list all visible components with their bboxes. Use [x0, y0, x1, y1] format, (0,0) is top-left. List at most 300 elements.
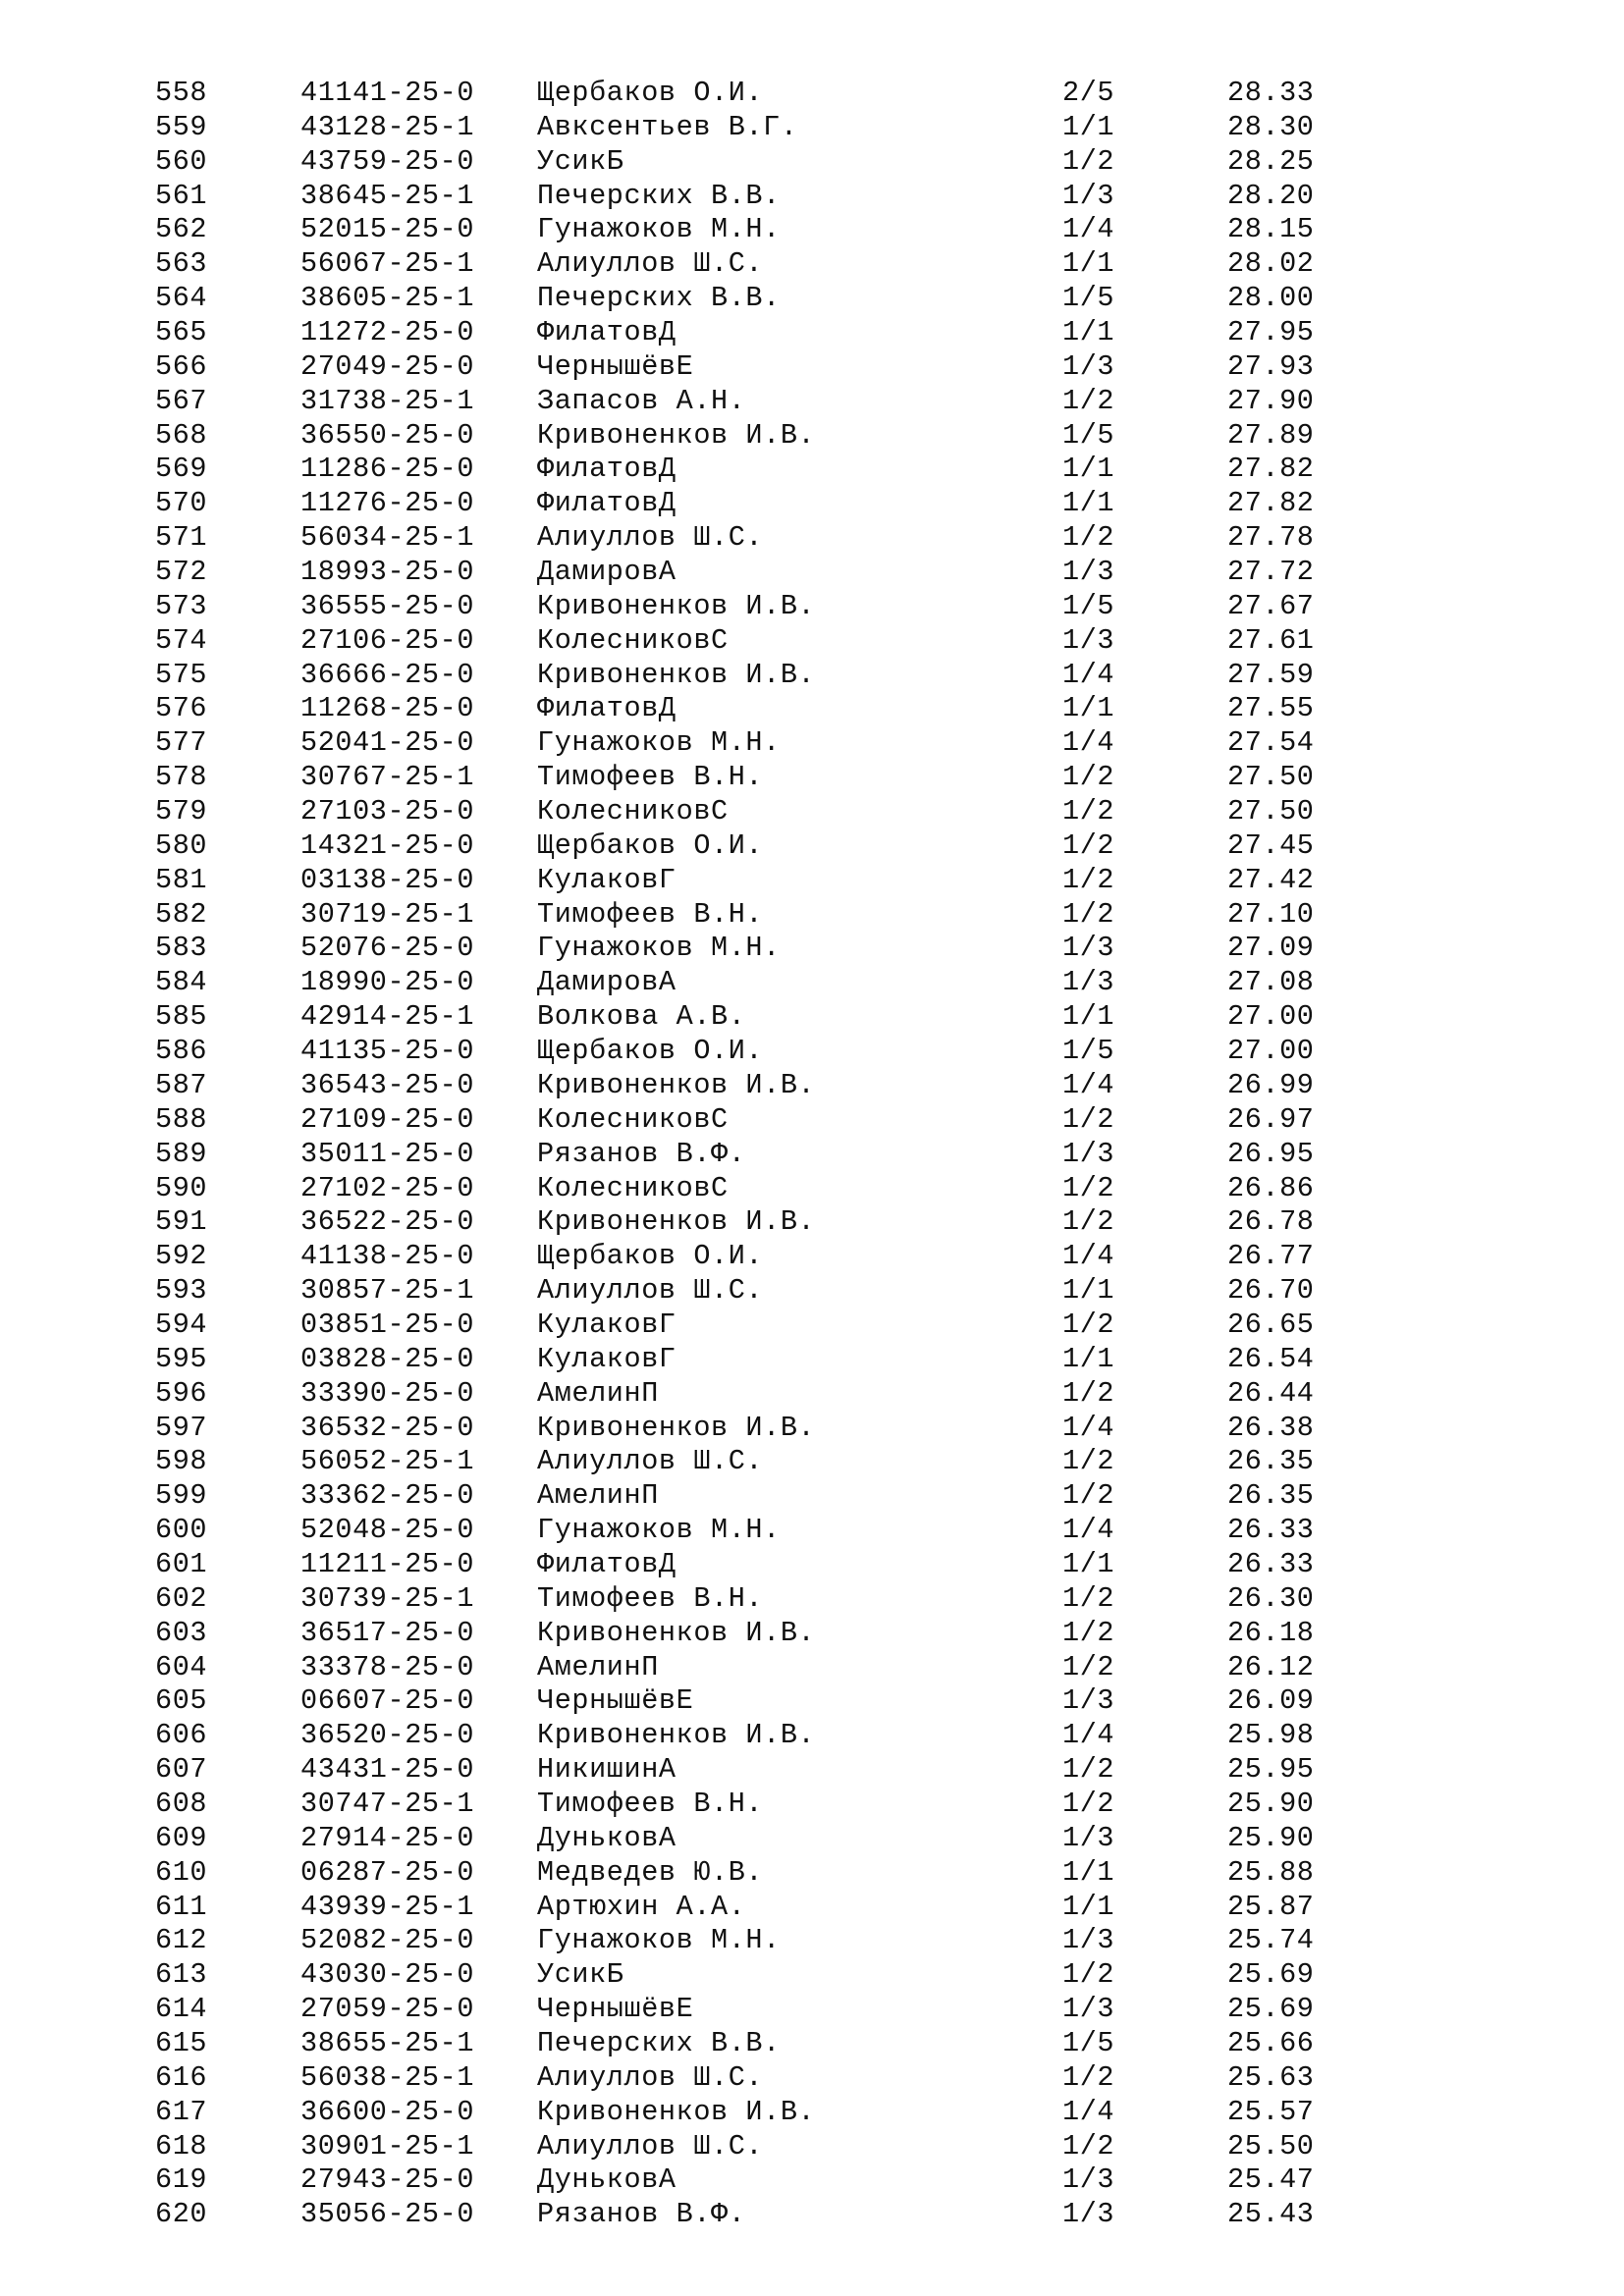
- name-cell: Рязанов В.Ф.: [537, 1137, 746, 1170]
- list-row: [0, 1274, 1624, 1308]
- name-cell: ЧернышёвЕ: [537, 349, 694, 383]
- name-cell: УсикБ: [537, 1958, 624, 1992]
- rank-cell: 584: [155, 966, 208, 999]
- score-cell: 27.78: [1227, 521, 1315, 555]
- ratio-cell: 1/1: [1062, 316, 1115, 349]
- ratio-cell: 1/2: [1062, 1616, 1115, 1649]
- ratio-cell: 1/4: [1062, 1514, 1115, 1547]
- list-row: [0, 898, 1624, 933]
- score-cell: 26.33: [1227, 1547, 1315, 1580]
- code-cell: 27102-25-0: [300, 1171, 475, 1204]
- score-cell: 26.70: [1227, 1274, 1315, 1308]
- name-cell: КолесниковС: [537, 623, 729, 657]
- score-cell: 26.12: [1227, 1650, 1315, 1683]
- name-cell: Кривоненков И.В.: [537, 418, 816, 452]
- rank-cell: 612: [155, 1924, 208, 1957]
- ratio-cell: 1/2: [1062, 1308, 1115, 1341]
- code-cell: 36517-25-0: [300, 1616, 475, 1649]
- code-cell: 36600-25-0: [300, 2095, 475, 2128]
- ratio-cell: 1/4: [1062, 658, 1115, 691]
- ratio-cell: 2/5: [1062, 77, 1115, 109]
- name-cell: АмелинП: [537, 1650, 659, 1683]
- score-cell: 25.87: [1227, 1890, 1315, 1923]
- name-cell: КолесниковС: [537, 1102, 729, 1136]
- rank-cell: 603: [155, 1616, 208, 1649]
- score-cell: 25.66: [1227, 2026, 1315, 2059]
- list-row: [0, 692, 1624, 726]
- name-cell: Тимофеев В.Н.: [537, 761, 764, 794]
- list-row: [0, 1343, 1624, 1377]
- ratio-cell: 1/1: [1062, 487, 1115, 520]
- ratio-cell: 1/3: [1062, 966, 1115, 999]
- list-row: [0, 1138, 1624, 1172]
- rank-cell: 566: [155, 349, 208, 383]
- name-cell: ФилатовД: [537, 453, 677, 486]
- code-cell: 27059-25-0: [300, 1993, 475, 2026]
- name-cell: Артюхин А.А.: [537, 1890, 746, 1923]
- code-cell: 43759-25-0: [300, 144, 475, 178]
- code-cell: 43128-25-1: [300, 110, 475, 143]
- code-cell: 03138-25-0: [300, 863, 475, 896]
- score-cell: 28.15: [1227, 213, 1315, 246]
- score-cell: 26.65: [1227, 1308, 1315, 1341]
- name-cell: Печерских В.В.: [537, 282, 781, 315]
- score-cell: 25.47: [1227, 2163, 1315, 2197]
- list-row: [0, 145, 1624, 180]
- code-cell: 27049-25-0: [300, 349, 475, 383]
- ratio-cell: 1/4: [1062, 213, 1115, 246]
- ratio-cell: 1/1: [1062, 1547, 1115, 1580]
- name-cell: ФилатовД: [537, 1547, 677, 1580]
- rank-cell: 607: [155, 1753, 208, 1787]
- list-row: [0, 1753, 1624, 1788]
- list-row: [0, 1719, 1624, 1753]
- list-row: [0, 726, 1624, 761]
- ratio-cell: 1/3: [1062, 2163, 1115, 2197]
- list-row: [0, 966, 1624, 1000]
- list-row: [0, 1205, 1624, 1240]
- score-cell: 26.33: [1227, 1514, 1315, 1547]
- rank-cell: 601: [155, 1547, 208, 1580]
- score-cell: 26.95: [1227, 1137, 1315, 1170]
- ratio-cell: 1/2: [1062, 1376, 1115, 1410]
- score-cell: 27.50: [1227, 761, 1315, 794]
- score-cell: 26.38: [1227, 1411, 1315, 1444]
- name-cell: АмелинП: [537, 1479, 659, 1513]
- name-cell: КулаковГ: [537, 863, 677, 896]
- score-cell: 26.09: [1227, 1684, 1315, 1718]
- rank-cell: 590: [155, 1171, 208, 1204]
- name-cell: Щербаков О.И.: [537, 1240, 764, 1273]
- name-cell: Рязанов В.Ф.: [537, 2198, 746, 2231]
- code-cell: 42914-25-1: [300, 1000, 475, 1034]
- list-row: [0, 1617, 1624, 1651]
- name-cell: Гунажоков М.Н.: [537, 1924, 781, 1957]
- code-cell: 35011-25-0: [300, 1137, 475, 1170]
- name-cell: Тимофеев В.Н.: [537, 897, 764, 931]
- list-row: [0, 2163, 1624, 2198]
- name-cell: Кривоненков И.В.: [537, 1205, 816, 1239]
- score-cell: 27.00: [1227, 1000, 1315, 1034]
- code-cell: 52082-25-0: [300, 1924, 475, 1957]
- score-cell: 27.82: [1227, 453, 1315, 486]
- score-cell: 26.54: [1227, 1342, 1315, 1375]
- score-cell: 28.00: [1227, 282, 1315, 315]
- rank-cell: 576: [155, 692, 208, 725]
- name-cell: Медведев Ю.В.: [537, 1855, 764, 1889]
- rank-cell: 614: [155, 1993, 208, 2026]
- ratio-cell: 1/3: [1062, 1924, 1115, 1957]
- name-cell: ДуньковА: [537, 2163, 677, 2197]
- ratio-cell: 1/2: [1062, 2129, 1115, 2163]
- rank-cell: 580: [155, 828, 208, 862]
- list-row: [0, 1069, 1624, 1103]
- list-row: [0, 1103, 1624, 1138]
- results-list: [0, 77, 1624, 2232]
- rank-cell: 620: [155, 2198, 208, 2231]
- code-cell: 41141-25-0: [300, 77, 475, 109]
- ratio-cell: 1/1: [1062, 1855, 1115, 1889]
- code-cell: 27109-25-0: [300, 1102, 475, 1136]
- name-cell: Алиуллов Ш.С.: [537, 521, 764, 555]
- score-cell: 27.67: [1227, 589, 1315, 622]
- score-cell: 25.74: [1227, 1924, 1315, 1957]
- score-cell: 25.98: [1227, 1719, 1315, 1752]
- code-cell: 36555-25-0: [300, 589, 475, 622]
- score-cell: 26.77: [1227, 1240, 1315, 1273]
- name-cell: Алиуллов Ш.С.: [537, 1274, 764, 1308]
- name-cell: КолесниковС: [537, 795, 729, 828]
- rank-cell: 611: [155, 1890, 208, 1923]
- name-cell: Гунажоков М.Н.: [537, 213, 781, 246]
- rank-cell: 559: [155, 110, 208, 143]
- score-cell: 28.33: [1227, 77, 1315, 109]
- list-row: [0, 1377, 1624, 1412]
- name-cell: Щербаков О.И.: [537, 1035, 764, 1068]
- ratio-cell: 1/3: [1062, 349, 1115, 383]
- list-row: [0, 1035, 1624, 1069]
- code-cell: 52041-25-0: [300, 726, 475, 760]
- code-cell: 11272-25-0: [300, 316, 475, 349]
- ratio-cell: 1/2: [1062, 897, 1115, 931]
- list-row: [0, 453, 1624, 487]
- code-cell: 06287-25-0: [300, 1855, 475, 1889]
- rank-cell: 615: [155, 2026, 208, 2059]
- code-cell: 33362-25-0: [300, 1479, 475, 1513]
- rank-cell: 589: [155, 1137, 208, 1170]
- rank-cell: 578: [155, 761, 208, 794]
- code-cell: 56038-25-1: [300, 2060, 475, 2094]
- code-cell: 14321-25-0: [300, 828, 475, 862]
- rank-cell: 579: [155, 795, 208, 828]
- code-cell: 36522-25-0: [300, 1205, 475, 1239]
- ratio-cell: 1/2: [1062, 1171, 1115, 1204]
- rank-cell: 572: [155, 556, 208, 589]
- list-row: [0, 77, 1624, 111]
- rank-cell: 587: [155, 1068, 208, 1101]
- list-row: [0, 2198, 1624, 2232]
- ratio-cell: 1/1: [1062, 1342, 1115, 1375]
- list-row: [0, 795, 1624, 829]
- rank-cell: 606: [155, 1719, 208, 1752]
- list-row: [0, 1822, 1624, 1856]
- score-cell: 26.86: [1227, 1171, 1315, 1204]
- name-cell: Алиуллов Ш.С.: [537, 2060, 764, 2094]
- name-cell: Авксентьев В.Г.: [537, 110, 798, 143]
- ratio-cell: 1/4: [1062, 726, 1115, 760]
- name-cell: Запасов А.Н.: [537, 384, 746, 417]
- ratio-cell: 1/5: [1062, 2026, 1115, 2059]
- ratio-cell: 1/1: [1062, 453, 1115, 486]
- list-row: [0, 932, 1624, 966]
- rank-cell: 560: [155, 144, 208, 178]
- score-cell: 26.78: [1227, 1205, 1315, 1239]
- code-cell: 43431-25-0: [300, 1753, 475, 1787]
- list-row: [0, 111, 1624, 145]
- list-row: [0, 419, 1624, 454]
- rank-cell: 574: [155, 623, 208, 657]
- code-cell: 30901-25-1: [300, 2129, 475, 2163]
- rank-cell: 575: [155, 658, 208, 691]
- name-cell: Кривоненков И.В.: [537, 1068, 816, 1101]
- ratio-cell: 1/2: [1062, 1650, 1115, 1683]
- rank-cell: 595: [155, 1342, 208, 1375]
- list-row: [0, 2061, 1624, 2096]
- code-cell: 11276-25-0: [300, 487, 475, 520]
- rank-cell: 561: [155, 179, 208, 212]
- code-cell: 52015-25-0: [300, 213, 475, 246]
- rank-cell: 570: [155, 487, 208, 520]
- list-row: [0, 282, 1624, 316]
- name-cell: ФилатовД: [537, 316, 677, 349]
- rank-cell: 616: [155, 2060, 208, 2094]
- rank-cell: 598: [155, 1445, 208, 1478]
- code-cell: 30739-25-1: [300, 1581, 475, 1615]
- code-cell: 56034-25-1: [300, 521, 475, 555]
- ratio-cell: 1/2: [1062, 384, 1115, 417]
- rank-cell: 613: [155, 1958, 208, 1992]
- ratio-cell: 1/3: [1062, 932, 1115, 965]
- rank-cell: 610: [155, 1855, 208, 1889]
- code-cell: 36520-25-0: [300, 1719, 475, 1752]
- code-cell: 31738-25-1: [300, 384, 475, 417]
- rank-cell: 608: [155, 1787, 208, 1820]
- score-cell: 27.08: [1227, 966, 1315, 999]
- score-cell: 27.82: [1227, 487, 1315, 520]
- rank-cell: 558: [155, 77, 208, 109]
- score-cell: 26.35: [1227, 1479, 1315, 1513]
- rank-cell: 569: [155, 453, 208, 486]
- name-cell: Алиуллов Ш.С.: [537, 247, 764, 281]
- score-cell: 26.99: [1227, 1068, 1315, 1101]
- score-cell: 27.42: [1227, 863, 1315, 896]
- code-cell: 56067-25-1: [300, 247, 475, 281]
- ratio-cell: 1/3: [1062, 623, 1115, 657]
- list-row: [0, 1548, 1624, 1582]
- code-cell: 41138-25-0: [300, 1240, 475, 1273]
- rank-cell: 599: [155, 1479, 208, 1513]
- ratio-cell: 1/3: [1062, 179, 1115, 212]
- name-cell: ДуньковА: [537, 1821, 677, 1854]
- list-row: [0, 1788, 1624, 1822]
- list-row: [0, 350, 1624, 385]
- code-cell: 36666-25-0: [300, 658, 475, 691]
- code-cell: 56052-25-1: [300, 1445, 475, 1478]
- score-cell: 25.69: [1227, 1958, 1315, 1992]
- list-row: [0, 213, 1624, 247]
- list-row: [0, 1582, 1624, 1617]
- list-row: [0, 1240, 1624, 1274]
- list-row: [0, 829, 1624, 864]
- list-row: [0, 590, 1624, 624]
- name-cell: Печерских В.В.: [537, 179, 781, 212]
- ratio-cell: 1/5: [1062, 589, 1115, 622]
- list-row: [0, 521, 1624, 556]
- name-cell: Щербаков О.И.: [537, 77, 764, 109]
- score-cell: 25.95: [1227, 1753, 1315, 1787]
- list-row: [0, 556, 1624, 590]
- score-cell: 25.69: [1227, 1993, 1315, 2026]
- score-cell: 26.35: [1227, 1445, 1315, 1478]
- ratio-cell: 1/1: [1062, 1274, 1115, 1308]
- score-cell: 25.90: [1227, 1821, 1315, 1854]
- ratio-cell: 1/2: [1062, 1581, 1115, 1615]
- name-cell: УсикБ: [537, 144, 624, 178]
- code-cell: 43030-25-0: [300, 1958, 475, 1992]
- name-cell: Гунажоков М.Н.: [537, 932, 781, 965]
- list-row: [0, 1412, 1624, 1446]
- code-cell: 33378-25-0: [300, 1650, 475, 1683]
- name-cell: Тимофеев В.Н.: [537, 1787, 764, 1820]
- score-cell: 27.95: [1227, 316, 1315, 349]
- rank-cell: 564: [155, 282, 208, 315]
- name-cell: Кривоненков И.В.: [537, 1616, 816, 1649]
- rank-cell: 605: [155, 1684, 208, 1718]
- list-row: [0, 761, 1624, 795]
- score-cell: 28.02: [1227, 247, 1315, 281]
- ratio-cell: 1/2: [1062, 1102, 1115, 1136]
- name-cell: НикишинА: [537, 1753, 677, 1787]
- ratio-cell: 1/4: [1062, 1719, 1115, 1752]
- ratio-cell: 1/2: [1062, 828, 1115, 862]
- code-cell: 11211-25-0: [300, 1547, 475, 1580]
- score-cell: 27.59: [1227, 658, 1315, 691]
- rank-cell: 618: [155, 2129, 208, 2163]
- name-cell: Тимофеев В.Н.: [537, 1581, 764, 1615]
- code-cell: 27914-25-0: [300, 1821, 475, 1854]
- list-row: [0, 1308, 1624, 1343]
- name-cell: ЧернышёвЕ: [537, 1993, 694, 2026]
- code-cell: 41135-25-0: [300, 1035, 475, 1068]
- list-row: [0, 1993, 1624, 2027]
- score-cell: 27.55: [1227, 692, 1315, 725]
- score-cell: 26.97: [1227, 1102, 1315, 1136]
- list-row: [0, 1958, 1624, 1993]
- ratio-cell: 1/3: [1062, 1137, 1115, 1170]
- score-cell: 27.09: [1227, 932, 1315, 965]
- ratio-cell: 1/3: [1062, 556, 1115, 589]
- list-row: [0, 1651, 1624, 1685]
- ratio-cell: 1/4: [1062, 1068, 1115, 1101]
- code-cell: 11268-25-0: [300, 692, 475, 725]
- name-cell: Гунажоков М.Н.: [537, 1514, 781, 1547]
- score-cell: 27.10: [1227, 897, 1315, 931]
- score-cell: 25.57: [1227, 2095, 1315, 2128]
- list-row: [0, 385, 1624, 419]
- name-cell: ДамировА: [537, 966, 677, 999]
- ratio-cell: 1/4: [1062, 2095, 1115, 2128]
- ratio-cell: 1/2: [1062, 1753, 1115, 1787]
- name-cell: Кривоненков И.В.: [537, 1719, 816, 1752]
- code-cell: 38655-25-1: [300, 2026, 475, 2059]
- list-row: [0, 1000, 1624, 1035]
- list-row: [0, 1856, 1624, 1891]
- ratio-cell: 1/2: [1062, 761, 1115, 794]
- rank-cell: 568: [155, 418, 208, 452]
- code-cell: 30747-25-1: [300, 1787, 475, 1820]
- rank-cell: 602: [155, 1581, 208, 1615]
- ratio-cell: 1/2: [1062, 1479, 1115, 1513]
- score-cell: 26.18: [1227, 1616, 1315, 1649]
- rank-cell: 617: [155, 2095, 208, 2128]
- code-cell: 27943-25-0: [300, 2163, 475, 2197]
- score-cell: 27.00: [1227, 1035, 1315, 1068]
- name-cell: Кривоненков И.В.: [537, 589, 816, 622]
- name-cell: КолесниковС: [537, 1171, 729, 1204]
- name-cell: АмелинП: [537, 1376, 659, 1410]
- ratio-cell: 1/3: [1062, 1684, 1115, 1718]
- code-cell: 18990-25-0: [300, 966, 475, 999]
- code-cell: 52076-25-0: [300, 932, 475, 965]
- rank-cell: 583: [155, 932, 208, 965]
- code-cell: 38605-25-1: [300, 282, 475, 315]
- code-cell: 30767-25-1: [300, 761, 475, 794]
- ratio-cell: 1/1: [1062, 1000, 1115, 1034]
- ratio-cell: 1/3: [1062, 2198, 1115, 2231]
- score-cell: 28.20: [1227, 179, 1315, 212]
- code-cell: 27106-25-0: [300, 623, 475, 657]
- rank-cell: 593: [155, 1274, 208, 1308]
- score-cell: 26.30: [1227, 1581, 1315, 1615]
- ratio-cell: 1/3: [1062, 1993, 1115, 2026]
- rank-cell: 600: [155, 1514, 208, 1547]
- code-cell: 52048-25-0: [300, 1514, 475, 1547]
- rank-cell: 582: [155, 897, 208, 931]
- rank-cell: 563: [155, 247, 208, 281]
- list-row: [0, 864, 1624, 898]
- score-cell: 27.72: [1227, 556, 1315, 589]
- ratio-cell: 1/2: [1062, 1445, 1115, 1478]
- list-row: [0, 2096, 1624, 2130]
- name-cell: Алиуллов Ш.С.: [537, 1445, 764, 1478]
- code-cell: 35056-25-0: [300, 2198, 475, 2231]
- rank-cell: 571: [155, 521, 208, 555]
- ratio-cell: 1/2: [1062, 2060, 1115, 2094]
- score-cell: 25.90: [1227, 1787, 1315, 1820]
- rank-cell: 567: [155, 384, 208, 417]
- score-cell: 28.30: [1227, 110, 1315, 143]
- score-cell: 25.63: [1227, 2060, 1315, 2094]
- rank-cell: 585: [155, 1000, 208, 1034]
- ratio-cell: 1/1: [1062, 692, 1115, 725]
- name-cell: Волкова А.В.: [537, 1000, 746, 1034]
- rank-cell: 586: [155, 1035, 208, 1068]
- score-cell: 25.88: [1227, 1855, 1315, 1889]
- code-cell: 30857-25-1: [300, 1274, 475, 1308]
- list-row: [0, 1924, 1624, 1958]
- list-row: [0, 487, 1624, 521]
- name-cell: Алиуллов Ш.С.: [537, 2129, 764, 2163]
